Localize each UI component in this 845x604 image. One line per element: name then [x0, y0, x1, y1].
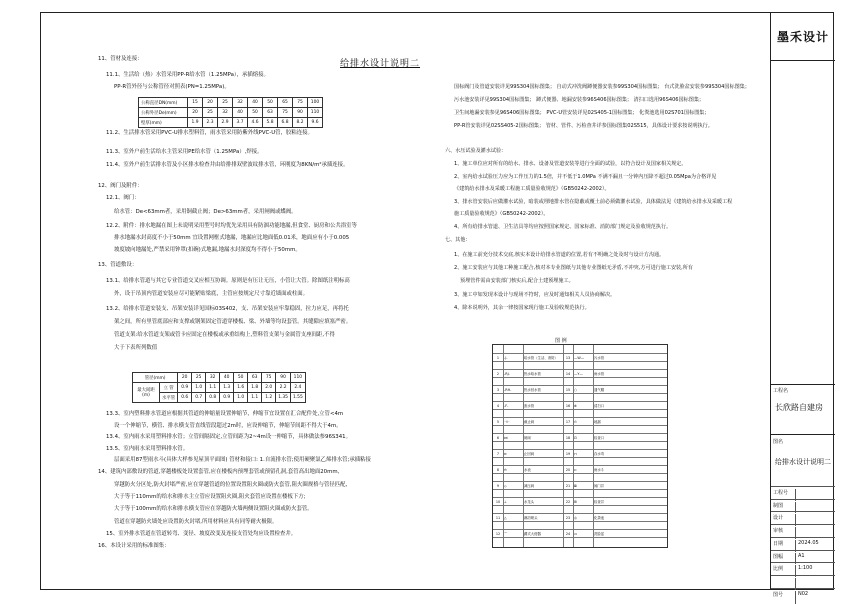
- drawing-label: 图名: [773, 439, 784, 445]
- table-cell: 32: [218, 108, 233, 118]
- legend-symbol: ⊙: [574, 420, 577, 424]
- legend-cell: 9: [496, 484, 500, 488]
- title-block-row: [771, 524, 835, 537]
- legend-cell: 水表: [524, 468, 531, 472]
- title-block-row: [771, 511, 835, 524]
- legend-cell: 2: [496, 372, 500, 376]
- field-value: 2024.05: [795, 540, 833, 552]
- note-line: 12、阀门及附件：: [98, 183, 143, 189]
- legend-symbol: ⊖: [504, 468, 507, 472]
- note-line: 架之间，所有里管底部应和支撑或钢架固定管道穿楼板、梁、外墙等均设套管。其缝隙应填塞严密。: [114, 319, 352, 325]
- legend-symbol: ⊣⊢: [504, 420, 510, 424]
- table-cell: 0.7: [192, 393, 206, 403]
- table-cell: 1.8: [248, 383, 262, 393]
- legend-symbol: ⊥: [504, 500, 507, 504]
- note-line: 大于等于100mm的给水和排水横支管应在穿越防火墙两侧设置阻火圈或防火套管。: [114, 506, 313, 512]
- field-value: 1:100: [795, 565, 833, 577]
- note-line: 11.3、室外户前生活给水主管采用PE给水管（1.25MPa）,焊接。: [106, 149, 263, 155]
- table-cell: 1.0: [234, 393, 248, 403]
- field-label: 制图: [773, 503, 784, 509]
- legend-cell: 23: [565, 516, 571, 520]
- legend-symbol: ⊞: [574, 500, 577, 504]
- table-cell: 1.1: [206, 383, 220, 393]
- note-line: 管道支架:给水管道支架或管卡应固定在楼板或承重结构上,塑料管支架与金属管支座间距,不得: [114, 332, 335, 338]
- title-block: [770, 12, 834, 598]
- table-header-cell: 25: [192, 373, 206, 383]
- legend-cell: 清扫口: [594, 404, 605, 408]
- field-label: 日期: [773, 541, 784, 547]
- table-header-cell: 32: [206, 373, 220, 383]
- table-cell: 20: [188, 108, 203, 118]
- note-line: 13、管道敷设：: [98, 262, 138, 268]
- legend-cell: 化粪池: [594, 516, 605, 520]
- legend-cell: 7: [496, 452, 500, 456]
- legend-cell: 6: [496, 436, 500, 440]
- note-line: PP-R管外径与公称管径对照表(PN=1.25MPa)。: [114, 84, 230, 90]
- legend-cell: 10: [495, 500, 501, 504]
- legend-cell: 雨水管: [594, 372, 605, 376]
- table-cell: 6.8: [278, 118, 293, 128]
- note-line: 14、建筑内部敷设的管道,穿越楼板处设置套管,应在楼板内预埋套管或预留孔洞,套管高出地面20mm,: [98, 469, 340, 475]
- legend-cell: 热水回水管: [524, 388, 541, 392]
- legend-cell: 废水管: [524, 404, 535, 408]
- project-name: 长欣路自建房: [775, 403, 823, 412]
- note-line: 管道在穿越防火墙处应设置防火封堵,所用材料应具有同等耐火极限。: [114, 519, 278, 525]
- table-cell: 0.6: [178, 393, 192, 403]
- table-cell: 63: [263, 108, 278, 118]
- table-header-label: 管径(mm): [133, 373, 178, 383]
- legend-symbol: -RH-: [504, 388, 512, 392]
- drawing-name-box: [771, 434, 835, 487]
- legend-cell: 14: [565, 372, 571, 376]
- table-cell: 32: [233, 98, 248, 108]
- field-value: N02: [795, 591, 833, 604]
- field-label: 审核: [773, 528, 784, 534]
- legend-cell: 24: [565, 532, 571, 536]
- note-line: 15、室外排水管道在管道转弯、变径、坡度改变及连接支管处均应设置检查井。: [106, 531, 297, 537]
- table-cell: 15: [188, 98, 203, 108]
- table-header-cell: 63: [248, 373, 262, 383]
- legend-cell: 11: [495, 516, 501, 520]
- note-line: 2、室内给水试验压力应为工作压力的1.5倍，并不低于1.0MPa 不满不漏且一分钟内压降不超过0.05Mpa为合格详见: [454, 174, 717, 180]
- note-line: 12.2、附件：排水地漏在图上未说明采用型号时均优先采用具有防涸功能地漏,但食堂、厨房和公共浴室等: [106, 223, 357, 229]
- table-cell: 2.3: [203, 118, 218, 128]
- note-line: 13.5、室内雨水采用塑料排水管。: [106, 446, 189, 452]
- legend-cell: 12: [495, 532, 501, 536]
- support-spacing-table: [132, 372, 306, 403]
- table-cell: 1.0: [192, 383, 206, 393]
- note-line: 13.1、给排水管道与其它专业管道交叉应相互协调。原则是有压让无压，小管让大管。除图纸注明标高: [106, 278, 350, 284]
- note-line: 3、施工中如发现本设计与现场不符时，应及时通知相关人员协商解决。: [454, 292, 616, 298]
- legend-cell: 洗脸盆: [594, 532, 605, 536]
- note-line: 4、所有给排水管道、卫生洁具等均应按照国家规定、国家标准、消防部门规定及验收规范执行。: [454, 224, 672, 230]
- brand-logo: 墨禾设计: [771, 12, 835, 61]
- legend-symbol: ⊡: [574, 436, 577, 440]
- note-line: 施工质量验收规范》（GB50242-2002）。: [454, 211, 549, 217]
- table-header-cell: 75: [262, 373, 276, 383]
- table-header-cell: 20: [178, 373, 192, 383]
- table-cell: 50: [248, 108, 263, 118]
- note-line: 外，设于吊顶内管道安装应尽可能紧贴梁底，主管应按规定尺寸靠近墙面或柱面。: [114, 291, 309, 297]
- legend-cell: 22: [565, 500, 571, 504]
- table-cell: 4.6: [248, 118, 263, 128]
- legend-cell: 地漏: [594, 420, 601, 424]
- legend-symbol: -F-: [504, 404, 509, 408]
- legend-cell: 5: [496, 420, 500, 424]
- note-line: 13.3、室内塑料排水管道应根据其管道的伸缩量设置伸缩节，伸缩节宜设置在汇合配件处,立管<4m: [106, 411, 344, 417]
- ppr-size-table: [138, 97, 323, 128]
- table-row: [133, 373, 306, 383]
- title-block-row: [771, 550, 835, 562]
- table-row-label: 壁厚(mm): [139, 118, 188, 128]
- note-line: 11.4、室外户前生活排水管及小区排水检查井由给排排双壁波纹排水管，环刚度为8KN/m²承插连接。: [106, 162, 349, 168]
- title-block-row: [771, 562, 835, 575]
- note-line: 污水池安装详见99S304国标图集； 蹲式便器、地漏安装参96S406国标图集； 清扫口选用96S406国标图集；: [454, 97, 705, 103]
- note-line: 12.1、阀门：: [106, 195, 140, 201]
- legend-cell: 给水管（生活、消防）: [524, 356, 558, 360]
- table-cell: 1.55: [290, 393, 305, 403]
- table-row-label: 公称外径De(mm): [139, 108, 188, 118]
- note-line: 16、本设计采用的标准图集：: [98, 543, 170, 549]
- legend-cell: 17: [565, 420, 571, 424]
- note-line: 七、其他：: [445, 237, 471, 243]
- legend-symbol: —Y—: [574, 372, 583, 376]
- legend-symbol: ◎: [574, 516, 577, 520]
- legend-cell: 21: [565, 484, 571, 488]
- legend-cell: 水龙头: [524, 500, 535, 504]
- legend-cell: 止回阀: [524, 452, 535, 456]
- legend-cell: 雨水斗: [594, 468, 605, 472]
- table-row-label: 水平管: [160, 393, 178, 403]
- table-row: [133, 383, 306, 393]
- note-line: 大于下表所列数值: [114, 345, 158, 351]
- table-cell: 0.9: [220, 393, 234, 403]
- field-label: 工程号: [773, 490, 789, 496]
- project-label: 工程名: [773, 388, 789, 394]
- table-cell: 2.4: [290, 383, 305, 393]
- legend-symbol: -RJ-: [504, 372, 510, 376]
- note-line: 2、施工安装应与其他工种施工配合,核对本专业图纸与其他专业图纸无矛盾,不冲突,方可进行施工安装,所有: [454, 265, 693, 271]
- legend-symbol: △: [504, 516, 507, 520]
- table-cell: 0.8: [206, 393, 220, 403]
- table-cell: 2.9: [218, 118, 233, 128]
- table-row: [139, 118, 323, 128]
- legend-cell: 1: [496, 356, 500, 360]
- legend-cell: 淋浴喷头: [524, 516, 538, 520]
- legend-symbol: ⊗: [574, 404, 577, 408]
- legend-title: 图 例: [555, 338, 567, 344]
- table-cell: 65: [278, 98, 293, 108]
- table-cell: 110: [308, 108, 323, 118]
- table-cell: 25: [218, 98, 233, 108]
- table-cell: 9.6: [308, 118, 323, 128]
- legend-cell: 阀门井: [594, 484, 605, 488]
- legend-symbol: ▭: [574, 532, 578, 536]
- table-cell: 75: [293, 98, 308, 108]
- table-header-cell: 90: [276, 373, 291, 383]
- field-label: 设计: [773, 515, 784, 521]
- table-cell: 1.2: [262, 393, 276, 403]
- legend-symbol: ⊠: [574, 484, 577, 488]
- table-row-label: 公称直径DN(mm): [139, 98, 188, 108]
- note-line: 预埋管件需由安装部门核实后,配合土建预埋施工。: [460, 278, 574, 284]
- table-cell: 75: [278, 108, 293, 118]
- legend-cell: 存水弯: [594, 452, 605, 456]
- table-cell: 25: [203, 108, 218, 118]
- table-cell: 40: [248, 98, 263, 108]
- legend-cell: 4: [496, 404, 500, 408]
- table-header-cell: 110: [290, 373, 305, 383]
- legend-cell: 闸阀: [524, 436, 531, 440]
- table-cell: 1.9: [188, 118, 203, 128]
- legend-cell: 20: [565, 468, 571, 472]
- table-cell: 90: [293, 108, 308, 118]
- note-line: 11.1、生活给（热）水管采用PP-R给水管（1.25MPa），承插熔接。: [106, 72, 269, 78]
- table-cell: 1.3: [220, 383, 234, 393]
- legend-symbol: ⊏: [574, 468, 577, 472]
- title-block-row: [771, 486, 835, 499]
- field-label: 比例: [773, 566, 784, 572]
- table-cell: 2.0: [262, 383, 276, 393]
- note-line: 11.2、生活排水管采用PVC-U排水塑料管，雨水管采用防紫外线PVC-U管，胶粘连接。: [106, 130, 313, 136]
- table-cell: 100: [308, 98, 323, 108]
- note-line: 穿越防火分区处,防火封堵严密,应在穿越管道的位置设置阻火圈或防火套管,阻火圈规格与管径匹配,: [114, 482, 348, 488]
- legend-cell: 18: [565, 436, 571, 440]
- legend-cell: 13: [565, 356, 571, 360]
- legend-cell: 3: [496, 388, 500, 392]
- note-line: 坡度坡向地漏处,严禁采用钟罩(扣碗)式地漏,地漏水封深度均不得小于50mm。: [114, 247, 301, 253]
- note-line: 1、在施工前充分技术交底,核实本设计给排水管道的位置,若有不明确之处及时与设计方沟通。: [454, 252, 665, 258]
- legend-cell: 减压阀: [524, 484, 535, 488]
- title-block-row: [771, 537, 835, 550]
- legend-cell: 检查井: [594, 500, 605, 504]
- note-line: 1、施工单位应对所有的给水、排水、设备及管道安装等进行全面的试验，以符合设计及国家相关规定。: [454, 161, 687, 167]
- legend-cell: 截止阀: [524, 420, 535, 424]
- legend-symbol: -J-: [504, 356, 508, 360]
- note-line: 大于等于110mm的给水和排水主立管应设置阻火圈,阻火套管应设置在楼板下方;: [114, 494, 306, 500]
- table-cell: 0.9: [178, 383, 192, 393]
- note-line: 排水地漏水封高度不小于50mm 宜设置网框式地漏，地漏应比地面低0.01米，地面应有小于0.005: [114, 235, 350, 241]
- table-cell: 2.2: [276, 383, 291, 393]
- note-line: 3、排水管安装后应做灌水试验，暗装或埋地排水管在隐蔽或覆土前必须做灌水试验，具体做法见《建筑给水排水及采暖工程: [454, 199, 733, 205]
- legend-cell: 16: [565, 404, 571, 408]
- table-cell: 5.8: [263, 118, 278, 128]
- legend-cell: 8: [496, 468, 500, 472]
- note-line: 给水管：De<63mm者，采用铜截止阀；De>63mm者，采用闸阀或蝶阀。: [114, 209, 297, 215]
- legend-table: [492, 344, 668, 548]
- table-header-cell: 40: [220, 373, 234, 383]
- table-cell: 1.1: [248, 393, 262, 403]
- legend-cell: 污水管: [594, 356, 605, 360]
- legend-symbol: ◇: [504, 484, 507, 488]
- legend-symbol: ⊓: [574, 452, 577, 456]
- legend-symbol: ⊳: [504, 452, 507, 456]
- legend-symbol: ○: [574, 388, 577, 392]
- table-cell: 1.6: [234, 383, 248, 393]
- table-group-label: 最大间距(m): [133, 383, 160, 403]
- field-value: A1: [795, 553, 833, 564]
- note-line: 13.4、室内雨水采用塑料排水管；立管间隔固定,立管间距为2~4m设一伸缩节，具体做法参96S341。: [106, 434, 351, 440]
- title-block-row: [771, 575, 835, 588]
- project-box: [771, 384, 835, 421]
- note-line: 六、水压试验及灌水试验：: [445, 148, 507, 154]
- table-header-cell: 50: [234, 373, 248, 383]
- field-label: 图幅: [773, 554, 784, 560]
- legend-symbol: ⋈: [504, 436, 508, 440]
- legend-cell: 19: [565, 452, 571, 456]
- table-row-label: 立 管: [160, 383, 178, 393]
- drawing-name: 给排水设计说明二: [775, 458, 831, 466]
- legend-cell: 蹲式大便器: [524, 532, 541, 536]
- field-label: 图号: [773, 592, 784, 598]
- note-line: 13.2、给排水管道安装支、吊架安装详见国标03S402，支、吊架安装应牢靠稳固，拉力应足，再将托: [106, 306, 349, 312]
- table-cell: 50: [263, 98, 278, 108]
- legend-cell: 热水给水管: [524, 372, 541, 376]
- note-line: 设一个伸缩节，横管、排水横支管直线管段超过2m时，应设伸缩节，伸缩节间距不得大于4m。: [114, 423, 342, 429]
- note-line: 《建筑给水排水及采暖工程施工质量验收规范》（GB50242-2002）。: [454, 186, 610, 192]
- note-line: 11、管材及连接：: [98, 56, 143, 62]
- note-line: 国标阀门及管道安装详见99S304国标图集； 自动式冲洗阀蹲便器安装参99S304国标图集； 台式洗脸盆安装参99S304国标图集；: [454, 84, 750, 90]
- title-block-row: [771, 499, 835, 511]
- legend-cell: 通气帽: [594, 388, 605, 392]
- document-title: 给排水设计说明二: [340, 59, 421, 69]
- legend-symbol: ⌒: [504, 532, 508, 536]
- legend-cell: 15: [565, 388, 571, 392]
- table-cell: 40: [233, 108, 248, 118]
- note-line: 4、除本说明外，其余一律按国家现行施工及验收规范执行。: [454, 305, 590, 311]
- table-cell: 3.7: [233, 118, 248, 128]
- table-cell: 8.2: [293, 118, 308, 128]
- legend-row-spacer: [493, 537, 667, 546]
- table-cell: 20: [203, 98, 218, 108]
- legend-symbol: —W—: [574, 356, 585, 360]
- legend-cell: 检查口: [594, 436, 605, 440]
- note-line: 层面采用87型雨水斗(具体大样参见屋顶平面图) 管材和接口: 1.自流排水管;使用硬聚氯乙烯排水管;承插粘接: [114, 457, 371, 463]
- drawing-content: [40, 12, 770, 590]
- table-row: [139, 98, 323, 108]
- note-line: PP-R管安装详见02SS405-2国标图集； 管材、管件、污检查井详参国标图集02S515，具体设计要求按说明执行。: [454, 123, 713, 129]
- table-row: [139, 108, 323, 118]
- note-line: 卫生间地漏安装参见96S406国标图集； PVC-U管安装详见02S405-1国标图集； 化粪池选用02S701国标图集；: [454, 110, 710, 116]
- table-cell: 1.35: [276, 393, 291, 403]
